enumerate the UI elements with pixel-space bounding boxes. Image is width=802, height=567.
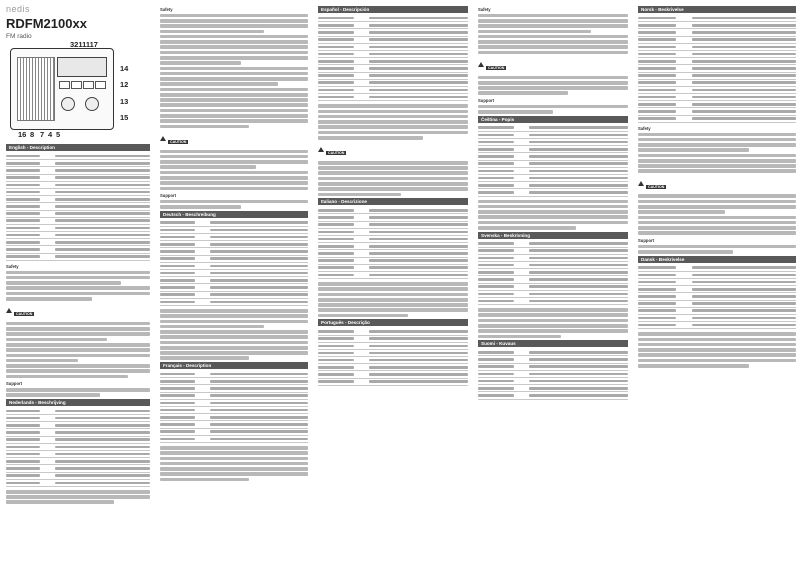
radio-button <box>95 81 106 89</box>
callout: 7 <box>40 130 45 139</box>
caution-label: CAUTION <box>328 151 345 156</box>
section-header: Čeština - Popis <box>478 116 628 123</box>
caution-label: CAUTION <box>16 312 33 317</box>
callout: 16 <box>18 130 27 139</box>
section-header: Dansk - Beskrivelse <box>638 256 796 263</box>
parts-table <box>318 328 468 386</box>
caution-label: CAUTION <box>488 65 505 70</box>
heading: Safety <box>6 263 19 269</box>
section-header: Suomi - Kuvaus <box>478 340 628 347</box>
product-subtitle: FM radio <box>6 33 32 40</box>
column-5 <box>638 4 796 564</box>
warning-icon <box>6 308 12 313</box>
callout: 4 <box>48 130 53 139</box>
heading: Support <box>638 238 655 243</box>
section-header: Nederlands - Beschrijving <box>6 399 150 406</box>
caution-label: CAUTION <box>170 139 187 144</box>
column-3 <box>318 4 468 564</box>
warning-icon <box>638 181 644 186</box>
warning-icon <box>318 147 324 152</box>
callout: 13 <box>120 97 129 106</box>
section-header: Italiano - Descrizione <box>318 198 468 205</box>
section-header: Français - Description <box>160 362 308 369</box>
callout: 8 <box>30 130 35 139</box>
section-header: Svenska - Beskrivning <box>478 232 628 239</box>
brand-logo: nedis <box>6 4 31 14</box>
warning-icon <box>160 136 166 141</box>
column-4 <box>478 4 628 564</box>
radio-button <box>59 81 70 89</box>
radio-illustration <box>10 48 114 130</box>
parts-table <box>638 15 796 123</box>
callout: 15 <box>120 113 129 122</box>
section-header: Español - Descripción <box>318 6 468 13</box>
section-header: Português - Descrição <box>318 319 468 326</box>
callout: 5 <box>56 130 61 139</box>
heading: Support <box>478 98 495 104</box>
parts-table <box>160 371 308 443</box>
speaker-grille <box>17 57 55 121</box>
model-title: RDFM2100xx <box>6 16 87 31</box>
column-1 <box>6 142 150 562</box>
callout: 3211117 <box>70 40 98 49</box>
heading: Safety <box>638 125 651 131</box>
heading: Safety <box>160 7 173 12</box>
caution-label: CAUTION <box>648 184 665 189</box>
parts-table <box>478 241 628 306</box>
radio-button <box>71 81 82 89</box>
parts-table <box>6 408 150 487</box>
parts-table <box>6 153 150 261</box>
heading: Support <box>160 193 177 199</box>
section-header: Deutsch - Beschreibung <box>160 211 308 218</box>
section-header: Norsk - Beskrivelse <box>638 6 796 13</box>
parts-table <box>478 125 628 197</box>
parts-table <box>160 220 308 306</box>
volume-knob <box>61 97 75 111</box>
column-2 <box>160 4 308 564</box>
parts-table <box>478 349 628 399</box>
parts-table <box>638 265 796 330</box>
section-header: English - Description <box>6 144 150 151</box>
heading: Support <box>6 381 23 387</box>
parts-table <box>318 207 468 279</box>
callout: 14 <box>120 64 129 73</box>
warning-icon <box>478 62 484 67</box>
display-screen <box>57 57 107 77</box>
callout: 12 <box>120 80 129 89</box>
heading: Safety <box>478 7 491 12</box>
parts-table <box>318 15 468 101</box>
tuning-knob <box>85 97 99 111</box>
radio-button <box>83 81 94 89</box>
